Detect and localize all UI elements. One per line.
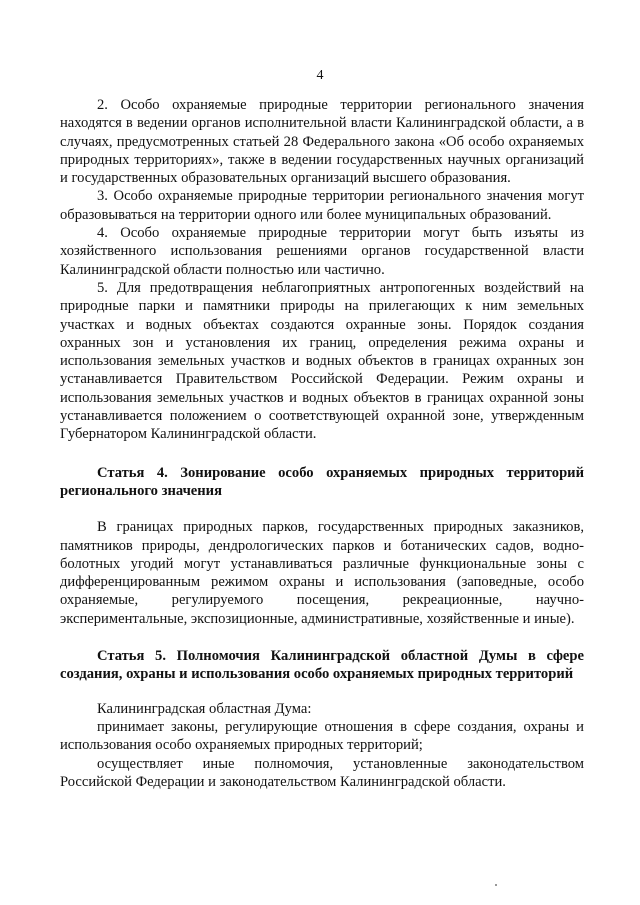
document-body [60, 96, 584, 791]
paragraph-4: 4. Особо охраняемые природные территории могут быть изъяты из хозяйственного использования решениями органов государственной власти Калининградской области полностью или частично. [60, 225, 584, 278]
article-5-heading: Статья 5. Полномочия Калининградской областной Думы в сфере создания, охраны и использования особо охраняемых природных территорий [60, 648, 584, 683]
article-5-item-2: осуществляет иные полномочия, установленные законодательством Российской Федерации и законодательством Калининградской области. [60, 755, 584, 790]
paragraph-5: 5. Для предотвращения неблагоприятных антропогенных воздействий на природные парки и памятники природы на прилегающих к ним земельных участках и водных объектах создаются охранные зоны. Порядок создания охранных зон и установления их границ, определения режима охраны и использования земельных участков и водных объектов в границах охранных зон устанавливается Правительством Российской Федерации. Режим охраны и использования земельных участков и водных объектов в границах охранной зоны устанавливается положением о соответствующей охранной зоне, утвержденным Губернатором Калининградской области. [60, 279, 584, 443]
article-4-text: В границах природных парков, государственных природных заказников, памятников природы, дендрологических парков и ботанических садов, водно-болотных угодий могут устанавливаться различные функциональные зоны с дифференцированным режимом охраны и использования (заповедные, особо охраняемые, регулируемого посещения, рекреационные, научно-экспериментальные, экспозиционные, административные, хозяйственные и иные). [60, 519, 584, 627]
article-5-intro: Калининградская областная Дума: [97, 700, 312, 717]
page-number: 4 [316, 68, 324, 83]
article-4-heading: Статья 4. Зонирование особо охраняемых природных территорий регионального значения [60, 464, 584, 499]
paragraph-3: 3. Особо охраняемые природные территории регионального значения могут образовываться на территории одного или более муниципальных образований. [60, 188, 584, 223]
article-5-item-1: принимает законы, регулирующие отношения в сфере создания, охраны и использования особо охраняемых природных территорий; [60, 718, 584, 754]
paragraph-2: 2. Особо охраняемые природные территории регионального значения находятся в ведении органов исполнительной власти Калининградской области, а в случаях, предусмотренных статьей 28 Федерального закона «Об особо охраняемых природных территориях», также в ведении государственных научных организаций и государственных образовательных организаций высшего образования. [60, 97, 584, 187]
scan-speck [495, 884, 497, 886]
